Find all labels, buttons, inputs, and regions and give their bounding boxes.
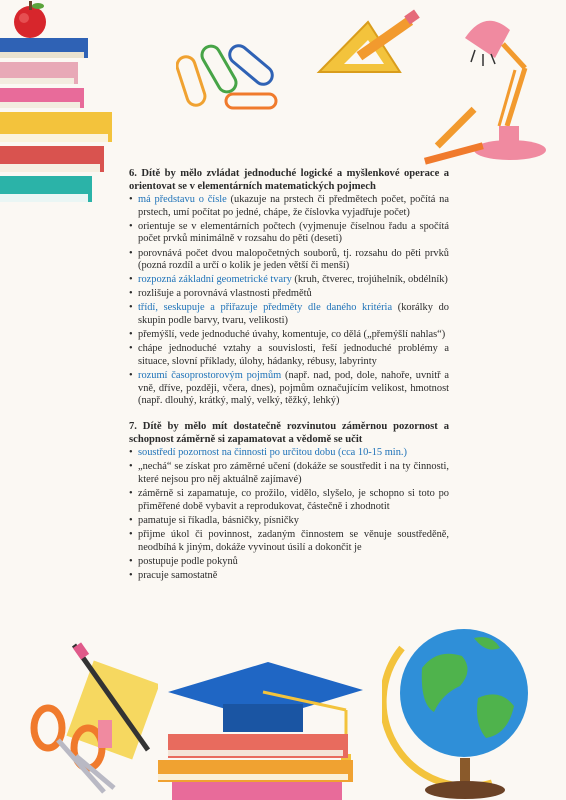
list-item: • přemýšlí, vede jednoduché úvahy, komentuje, co dělá („přemýšlí nahlas“) (129, 329, 449, 342)
list-item: • pamatuje si říkadla, básničky, písničky (129, 515, 449, 528)
list-item: • postupuje podle pokynů (129, 556, 449, 569)
scissors-icon (18, 640, 158, 795)
list-item: • má představu o čísle (ukazuje na prstech či předmětech počet, počítá na prstech, umí počítat po jedné, chápe, že číslovka vyjadřuje počet) (129, 194, 449, 219)
list-item: • pracuje samostatně (129, 570, 449, 583)
list-item: • chápe jednoduché vztahy a souvislosti, řeší jednoduché problémy a situace, slovní příklady, úlohy, hádanky, rébusy, labyrinty (129, 343, 449, 368)
pencil-icon (420, 100, 490, 170)
content-column (129, 168, 449, 584)
section-spacer (129, 409, 449, 421)
section-6-list (129, 194, 449, 408)
paperclips-icon (176, 40, 291, 118)
list-item: • porovnává počet dvou malopočetných souborů, tj. rozsahu do pěti prvků (pozná rozdíl a určí o kolik je jeden větší či menší) (129, 248, 449, 273)
list-item: • záměrně si zapamatuje, co prožilo, vidělo, slyšelo, je schopno si toto po přiměřené době vybavit a reprodukovat, částečně i zhodnotit (129, 488, 449, 513)
list-item: • přijme úkol či povinnost, zadaným činnostem se věnuje soustředěně, neodbíhá k jiným, dokáže vyvinout úsilí a dokončit je (129, 529, 449, 554)
list-item: • „nechá“ se získat pro záměrné učení (dokáže se soustředit i na ty činnosti, které nejsou pro něj aktuálně zajímavé) (129, 461, 449, 486)
list-item: • soustředí pozornost na činnosti po určitou dobu (cca 10-15 min.) (129, 447, 449, 460)
section-7-list (129, 447, 449, 582)
graduation-cap-icon (158, 662, 368, 800)
list-item: • rozlišuje a porovnává vlastnosti předmětů (129, 288, 449, 301)
list-item: • rozpozná základní geometrické tvary (kruh, čtverec, trojúhelník, obdélník) (129, 274, 449, 287)
section-6-title: 6. Dítě by mělo zvládat jednoduché logické a myšlenkové operace a orientovat se v elementárních matematických pojmech (129, 168, 449, 192)
list-item: • rozumí časoprostorovým pojmům (např. nad, pod, dole, nahoře, uvnitř a vně, dříve, později, včera, dnes), pojmům označujícím velikost, hmotnost (např. dlouhý, krátký, malý, velký, těžký, lehký) (129, 370, 449, 408)
set-square-ruler-icon (314, 8, 424, 78)
book-stack-icon (0, 0, 120, 215)
globe-icon (382, 608, 552, 800)
apple-icon (14, 1, 46, 38)
section-7-title: 7. Dítě by mělo mít dostatečně rozvinutou záměrnou pozornost a schopnost záměrně si zapamatovat a vědomě se učit (129, 421, 449, 445)
list-item: • orientuje se v elementárních počtech (vyjmenuje číselnou řadu a spočítá počet prvků minimálně v rozsahu do pěti (deseti) (129, 221, 449, 246)
list-item: • třídí, seskupuje a přiřazuje předměty dle daného kritéria (korálky do skupin podle barvy, tvaru, velikosti) (129, 302, 449, 327)
